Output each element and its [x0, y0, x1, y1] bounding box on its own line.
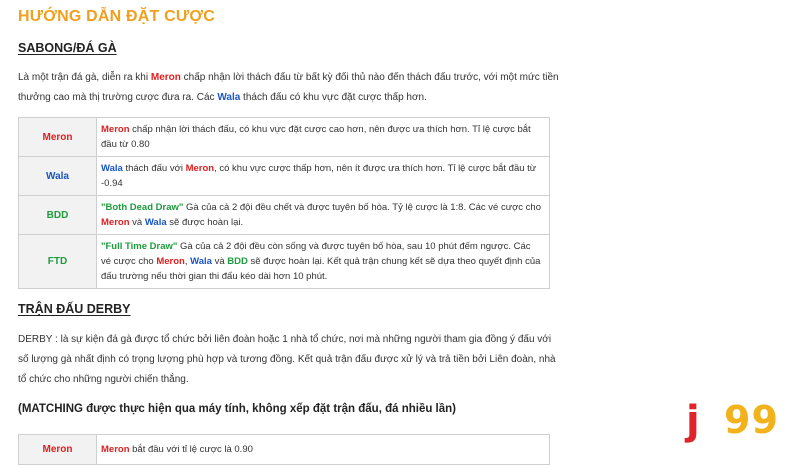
desc-text: bắt đầu với tỉ lệ cược là 0.90	[129, 444, 253, 455]
desc-highlight: Meron	[101, 217, 130, 228]
logo-number: 99	[724, 398, 779, 442]
desc-highlight: "Both Dead Draw"	[101, 202, 184, 213]
desc-text: và	[211, 256, 228, 267]
desc-highlight: Meron	[101, 444, 130, 455]
derby-body: DERBY : là sự kiện đá gà được tổ chức bởi liên đoàn hoặc 1 nhà tổ chức, nơi mà những người tham gia đồng ý đấu với số lượng gà nhất định có trọng lượng phù hợp và tương đồng. Kết quả trận đấu được xử lý và trả tiền bởi Liên đoàn, nhà tổ chức cho những người chiến thắng.	[18, 334, 556, 385]
matching-note: (MATCHING được thực hiện qua máy tính, không xếp đặt trận đấu, đá nhiều lần)	[18, 403, 456, 415]
page-title: HƯỚNG DẪN ĐẶT CƯỢC	[18, 8, 215, 25]
row-key-bdd: BDD	[19, 196, 97, 235]
intro-wala: Wala	[217, 92, 241, 103]
table-row	[19, 196, 550, 235]
desc-text: chấp nhận lời thách đấu, có khu vực đặt cược cao hơn, nên được ưa thích hơn. Tỉ lệ cược bắt đầu từ 0.80	[101, 124, 531, 150]
row-desc-wala	[97, 157, 550, 196]
desc-highlight: Wala	[101, 163, 123, 174]
sabong-rules-table	[18, 117, 550, 289]
desc-highlight: Meron	[101, 124, 130, 135]
desc-text: thách đấu với	[122, 163, 186, 174]
desc-highlight: Meron	[185, 163, 215, 174]
row-desc-ftd	[97, 235, 550, 289]
table-row	[19, 235, 550, 289]
desc-text: và	[129, 217, 145, 228]
desc-highlight: Wala	[144, 217, 167, 228]
desc-text: sẽ được hoàn lại. Kết quả trận chung kết sẽ dựa theo quyết định của đấu trường nếu thời gian thi đấu kéo dài hơn 10 phút.	[101, 256, 541, 282]
intro-text-a: Là một trận đá gà, diễn ra khi	[18, 72, 151, 83]
section-heading-derby: TRẬN ĐẤU DERBY	[18, 302, 131, 316]
intro-text-c: thách đấu có khu vực đặt cược thấp hơn.	[240, 92, 427, 103]
desc-highlight: Wala	[190, 256, 212, 267]
desc-text: Gà của cả 2 đội đều chết và được tuyên bố hòa. Tỷ lệ cược là 1:8. Các vé cược cho	[183, 202, 541, 213]
row-key-wala: Wala	[19, 157, 97, 196]
desc-highlight: Meron	[156, 256, 185, 267]
row-desc-bdd	[97, 196, 550, 235]
desc-text: sẽ được hoàn lại.	[166, 217, 244, 228]
desc-highlight: BDD	[227, 256, 248, 267]
desc-text: ,	[184, 256, 191, 267]
intro-meron: Meron	[150, 72, 181, 83]
row-key-meron: Meron	[19, 118, 97, 157]
desc-highlight: "Full Time Draw"	[101, 241, 178, 252]
j99-logo	[686, 398, 786, 446]
row-key-meron: Meron	[19, 435, 97, 465]
logo-letter: j	[686, 398, 700, 444]
intro-text-b: chấp nhận lời thách đấu từ bất kỳ đối thủ nào đến thách đấu trước, với một mức tiền thưởng cao mà thị trường cược đưa ra. Các	[18, 72, 559, 103]
row-key-ftd: FTD	[19, 235, 97, 289]
row-desc-meron	[97, 118, 550, 157]
desc-text: Gà của cả 2 đội đều còn sống và được tuyên bố hòa, sau 10 phút đếm ngược. Các vé cược cho	[101, 241, 531, 267]
section-heading-sabong: SABONG/ĐÁ GÀ	[18, 41, 117, 55]
sabong-intro	[18, 68, 563, 108]
desc-text: , có khu vực cược thấp hơn, nên ít được ưa thích hơn. Tỉ lệ cược bắt đầu từ -0.94	[101, 163, 537, 189]
table-row	[19, 118, 550, 157]
table-row	[19, 157, 550, 196]
